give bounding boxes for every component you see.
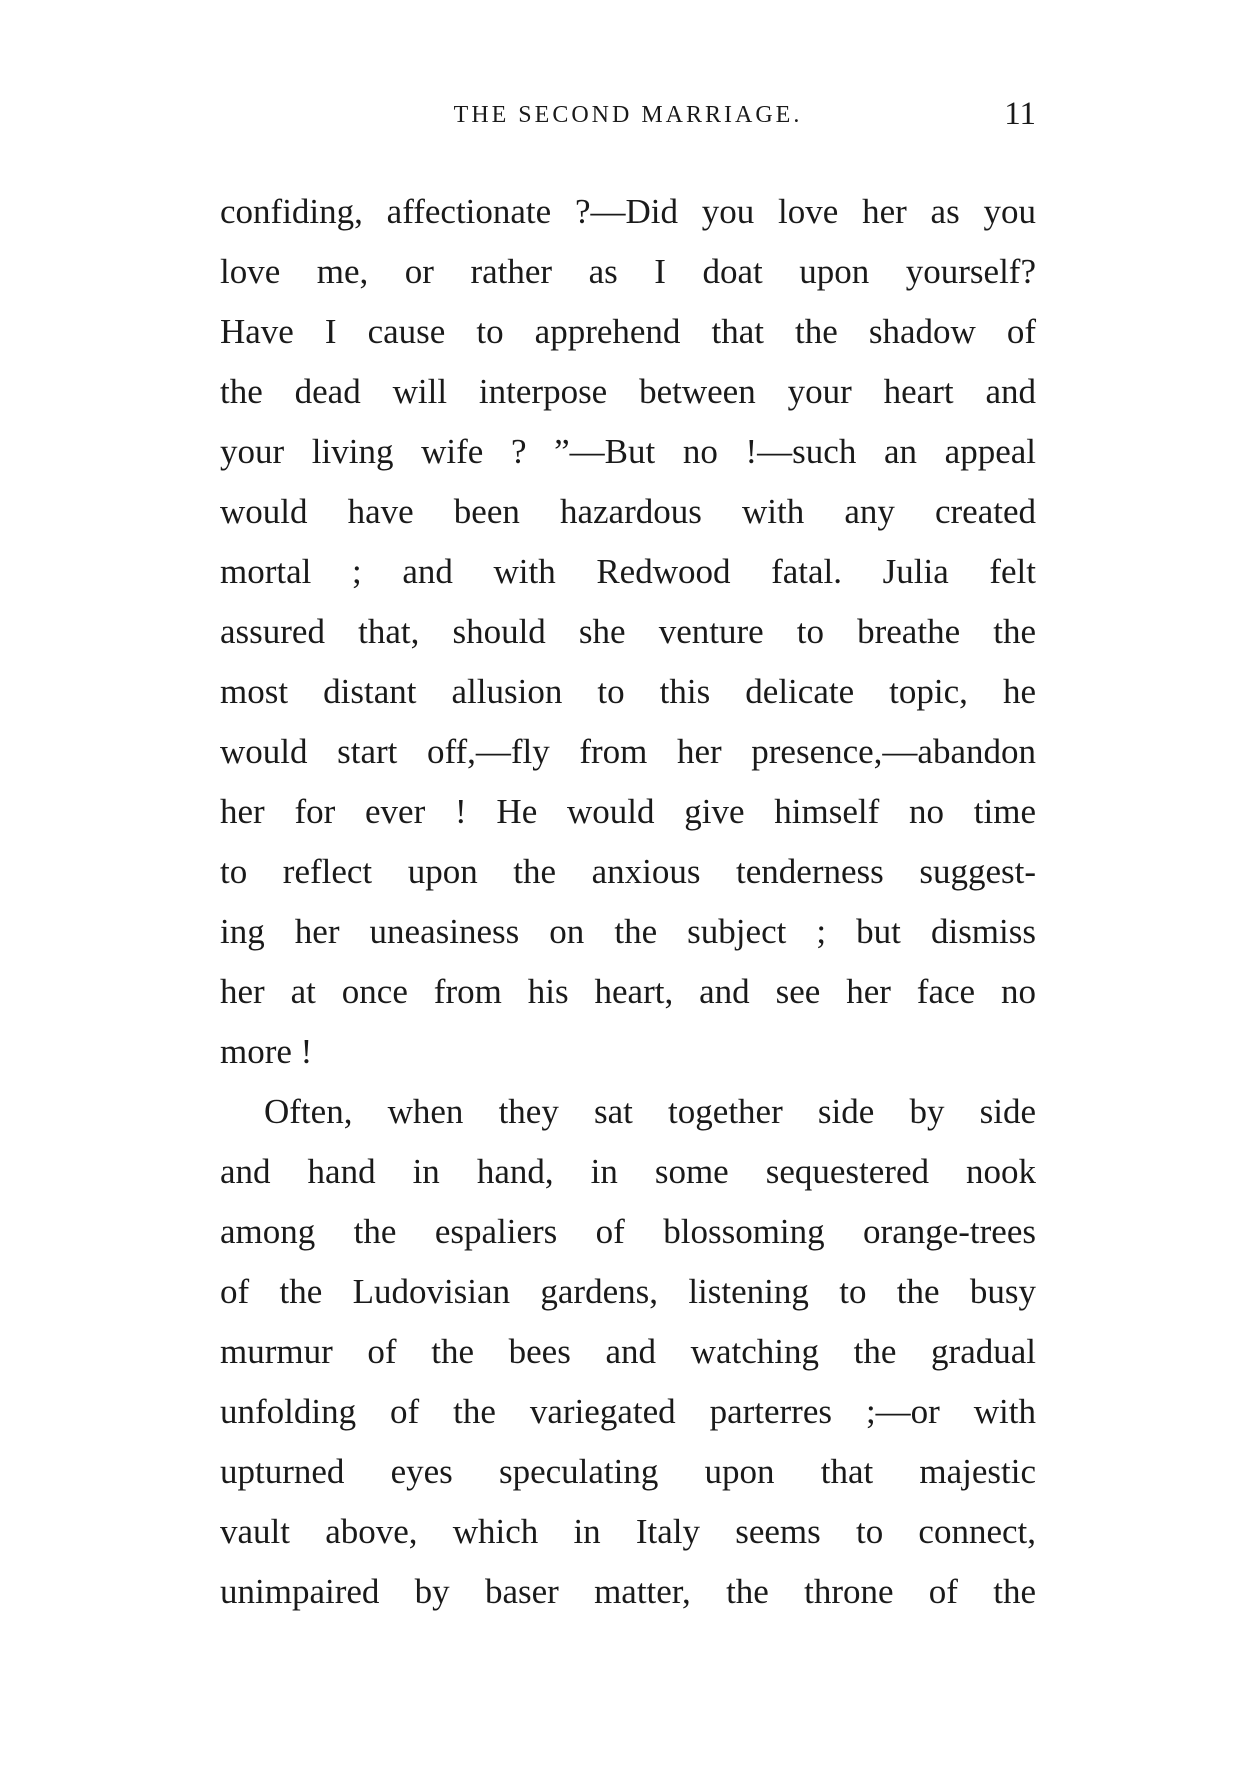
text-line: assured that, should she venture to breathe the xyxy=(220,612,1036,651)
text-line: upturned eyes speculating upon that majestic xyxy=(220,1452,1036,1491)
text-line: most distant allusion to this delicate topic, he xyxy=(220,672,1036,711)
text-line: Often, when they sat together side by side xyxy=(264,1092,1036,1131)
body-text xyxy=(220,182,1036,1622)
text-line: vault above, which in Italy seems to connect, xyxy=(220,1512,1036,1551)
text-line: would start off,—fly from her presence,—abandon xyxy=(220,732,1036,771)
text-line: to reflect upon the anxious tenderness suggest- xyxy=(220,852,1036,891)
text-line: her at once from his heart, and see her face no xyxy=(220,972,1036,1011)
text-line: would have been hazardous with any created xyxy=(220,492,1036,531)
text-line: ing her uneasiness on the subject ; but dismiss xyxy=(220,912,1036,951)
text-line: murmur of the bees and watching the gradual xyxy=(220,1332,1036,1371)
text-line: your living wife ? ”—But no !—such an appeal xyxy=(220,432,1036,471)
text-line: her for ever ! He would give himself no time xyxy=(220,792,1036,831)
text-line: of the Ludovisian gardens, listening to the busy xyxy=(220,1272,1036,1311)
text-line: unfolding of the variegated parterres ;—or with xyxy=(220,1392,1036,1431)
running-head xyxy=(220,96,1036,136)
text-line: mortal ; and with Redwood fatal. Julia felt xyxy=(220,552,1036,591)
text-line: unimpaired by baser matter, the throne of the xyxy=(220,1572,1036,1611)
running-title: THE SECOND MARRIAGE. xyxy=(453,102,803,128)
text-line: confiding, affectionate ?—Did you love her as you xyxy=(220,192,1036,231)
text-line: Have I cause to apprehend that the shadow of xyxy=(220,312,1036,351)
text-line: the dead will interpose between your heart and xyxy=(220,372,1036,411)
text-line: among the espaliers of blossoming orange-trees xyxy=(220,1212,1036,1251)
paragraph xyxy=(220,1082,1036,1622)
text-line: more ! xyxy=(220,1032,313,1071)
page-number: 11 xyxy=(1004,96,1036,132)
paragraph xyxy=(220,182,1036,1082)
text-line: love me, or rather as I doat upon yourself? xyxy=(220,252,1036,291)
text-line: and hand in hand, in some sequestered nook xyxy=(220,1152,1036,1191)
